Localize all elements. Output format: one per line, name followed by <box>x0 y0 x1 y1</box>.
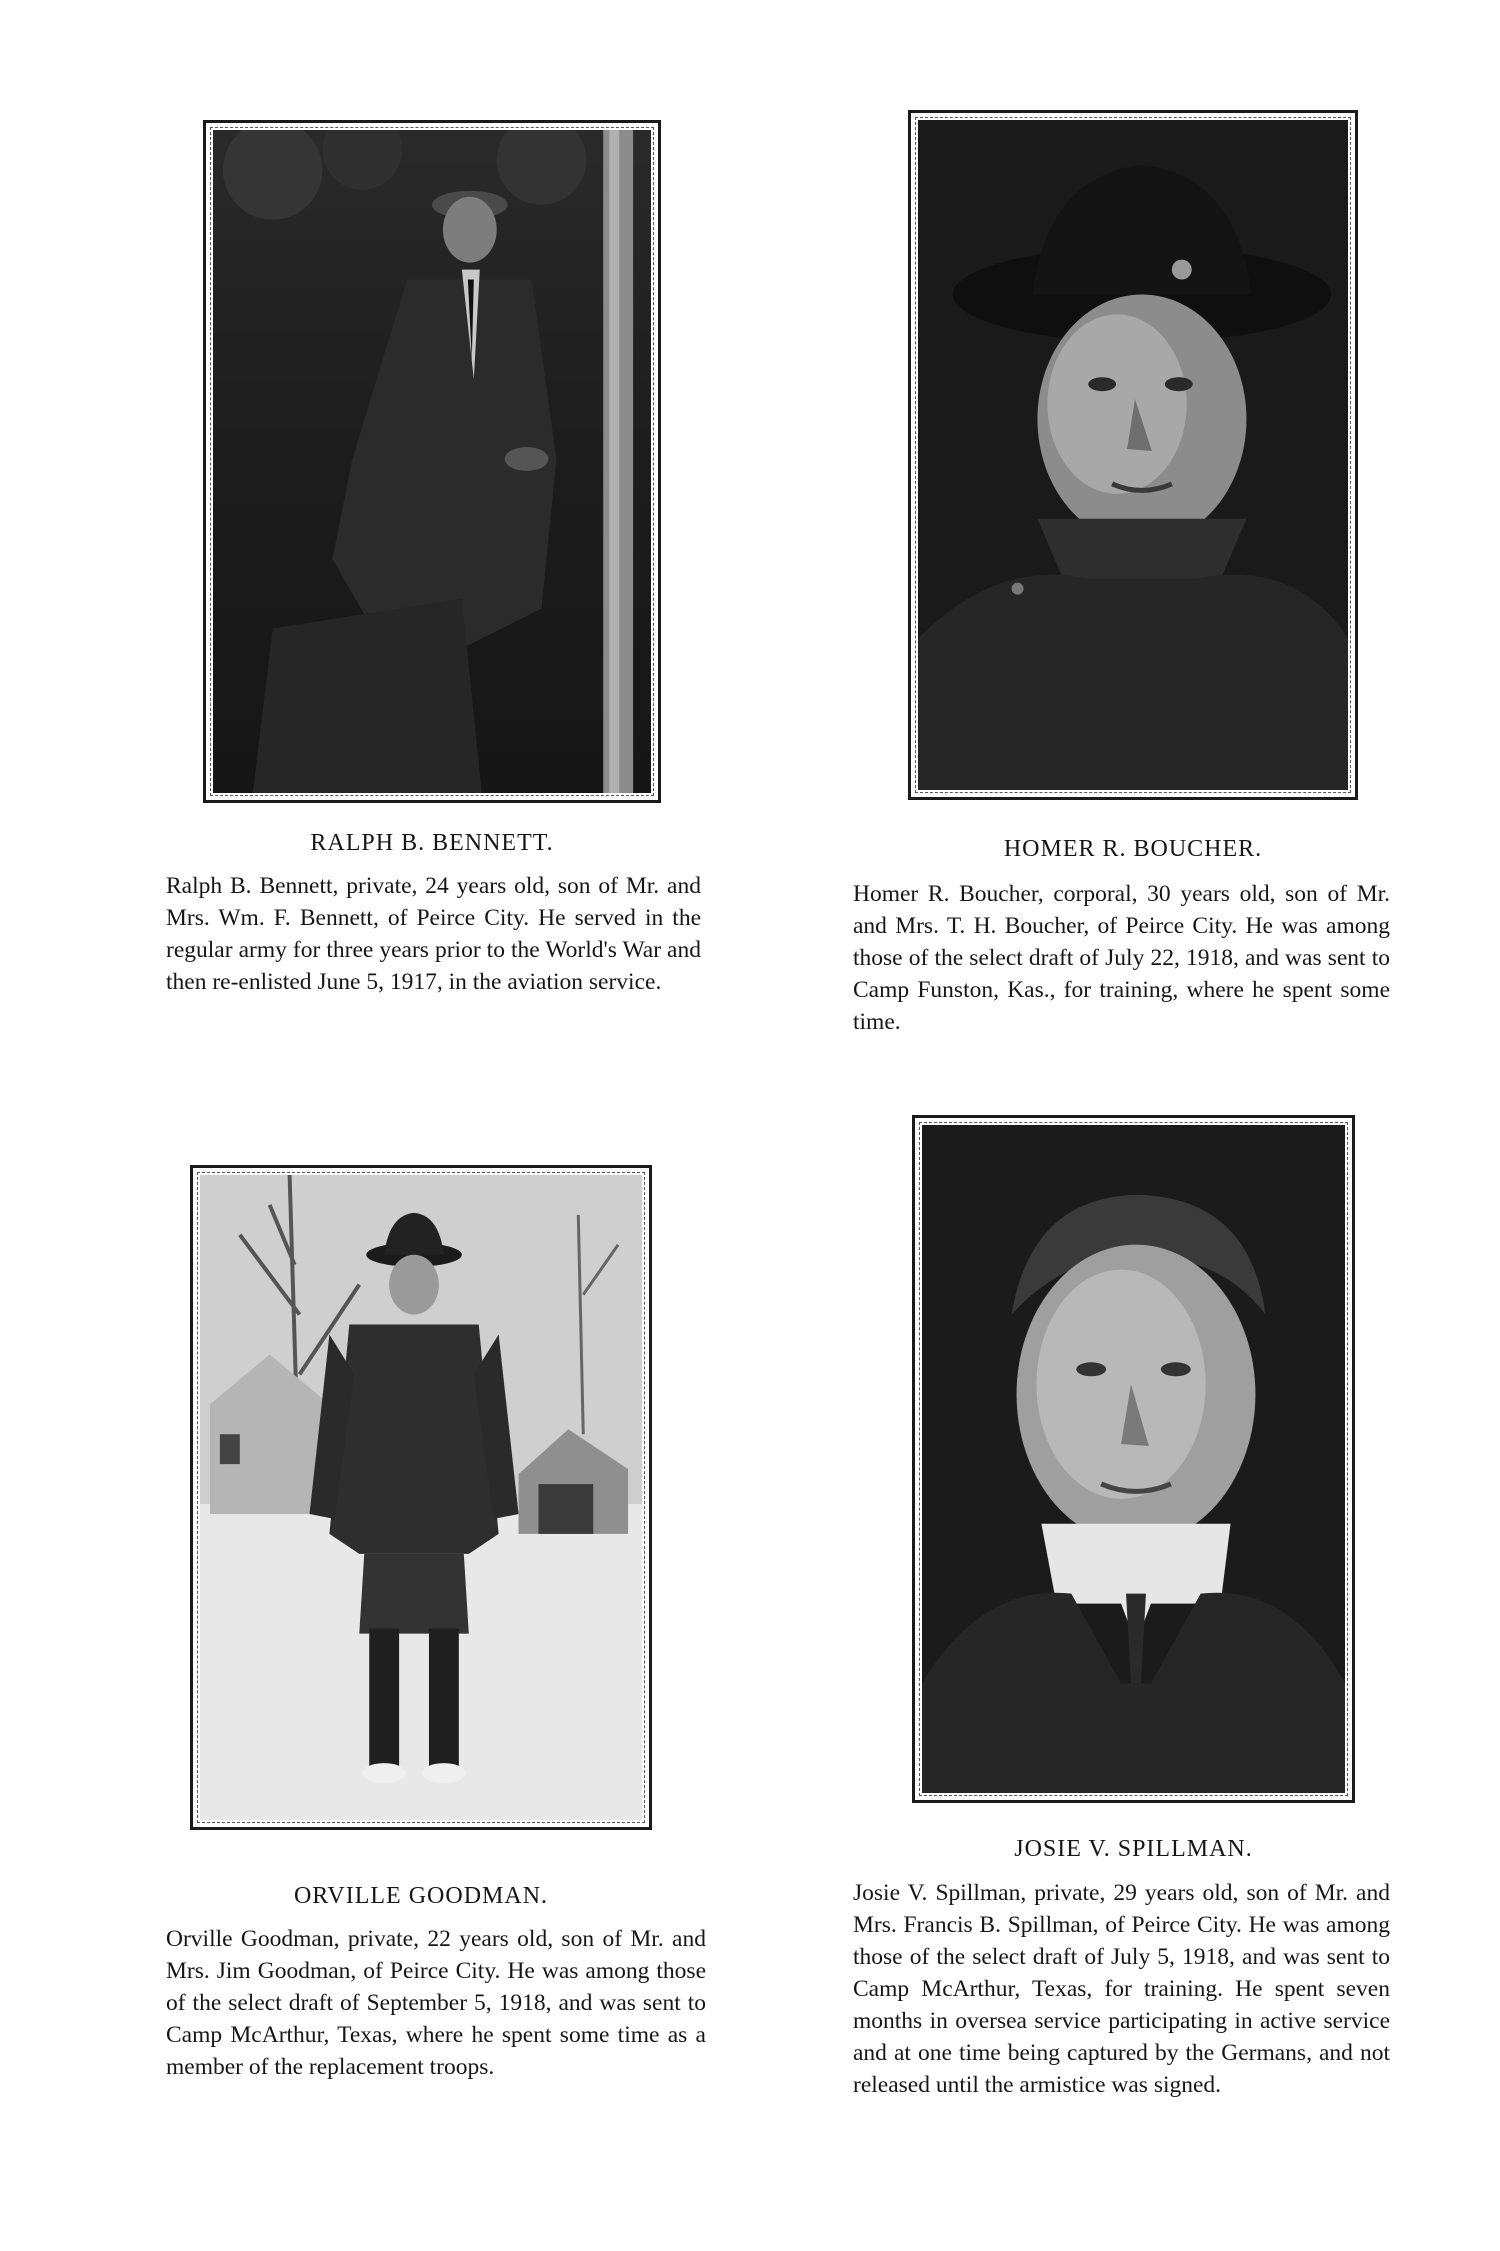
name-caption-bennett: RALPH B. BENNETT. <box>310 830 554 856</box>
portrait-photo-boucher <box>918 120 1348 790</box>
goodman-photo-image <box>200 1175 642 1820</box>
name-caption-spillman: JOSIE V. SPILLMAN. <box>1014 1836 1253 1862</box>
bio-text-boucher: Homer R. Boucher, corporal, 30 years old, son of Mr. and Mrs. T. H. Boucher, of Peirce City. He was among those of the select draft of July 22, 1918, and was sent to Camp Funston, Kas., for training, where he spent some time. <box>853 881 1390 1035</box>
photo-frame-boucher <box>908 110 1358 800</box>
bio-text-goodman: Orville Goodman, private, 22 years old, son of Mr. and Mrs. Jim Goodman, of Peirce City. He was among those of the select draft of September 5, 1918, and was sent to Camp McArthur, Texas, where he spent some time as a member of the replacement troops. <box>166 1926 706 2080</box>
name-caption-boucher: HOMER R. BOUCHER. <box>1003 836 1263 862</box>
boucher-photo-image <box>918 120 1348 790</box>
spillman-photo-image <box>922 1125 1345 1793</box>
portrait-photo-goodman <box>200 1175 642 1820</box>
portrait-photo-bennett <box>213 130 651 793</box>
photo-frame-goodman <box>190 1165 652 1830</box>
bio-text-bennett: Ralph B. Bennett, private, 24 years old, son of Mr. and Mrs. Wm. F. Bennett, of Peirce City. He served in the regular army for three years prior to the World's War and then re-enlisted June 5, 1917, in the aviation service. <box>166 873 701 995</box>
bennett-photo-image <box>213 130 651 793</box>
name-caption-goodman: ORVILLE GOODMAN. <box>293 1883 549 1909</box>
photo-frame-spillman <box>912 1115 1355 1803</box>
bio-text-spillman: Josie V. Spillman, private, 29 years old, son of Mr. and Mrs. Francis B. Spillman, of Peirce City. He was among those of the select draft of July 5, 1918, and was sent to Camp McArthur, Texas, for training. He spent seven months in oversea service participating in active service and at one time being captured by the Germans, and not released until the armistice was signed. <box>853 1880 1390 2098</box>
portrait-photo-spillman <box>922 1125 1345 1793</box>
photo-frame-bennett <box>203 120 661 803</box>
